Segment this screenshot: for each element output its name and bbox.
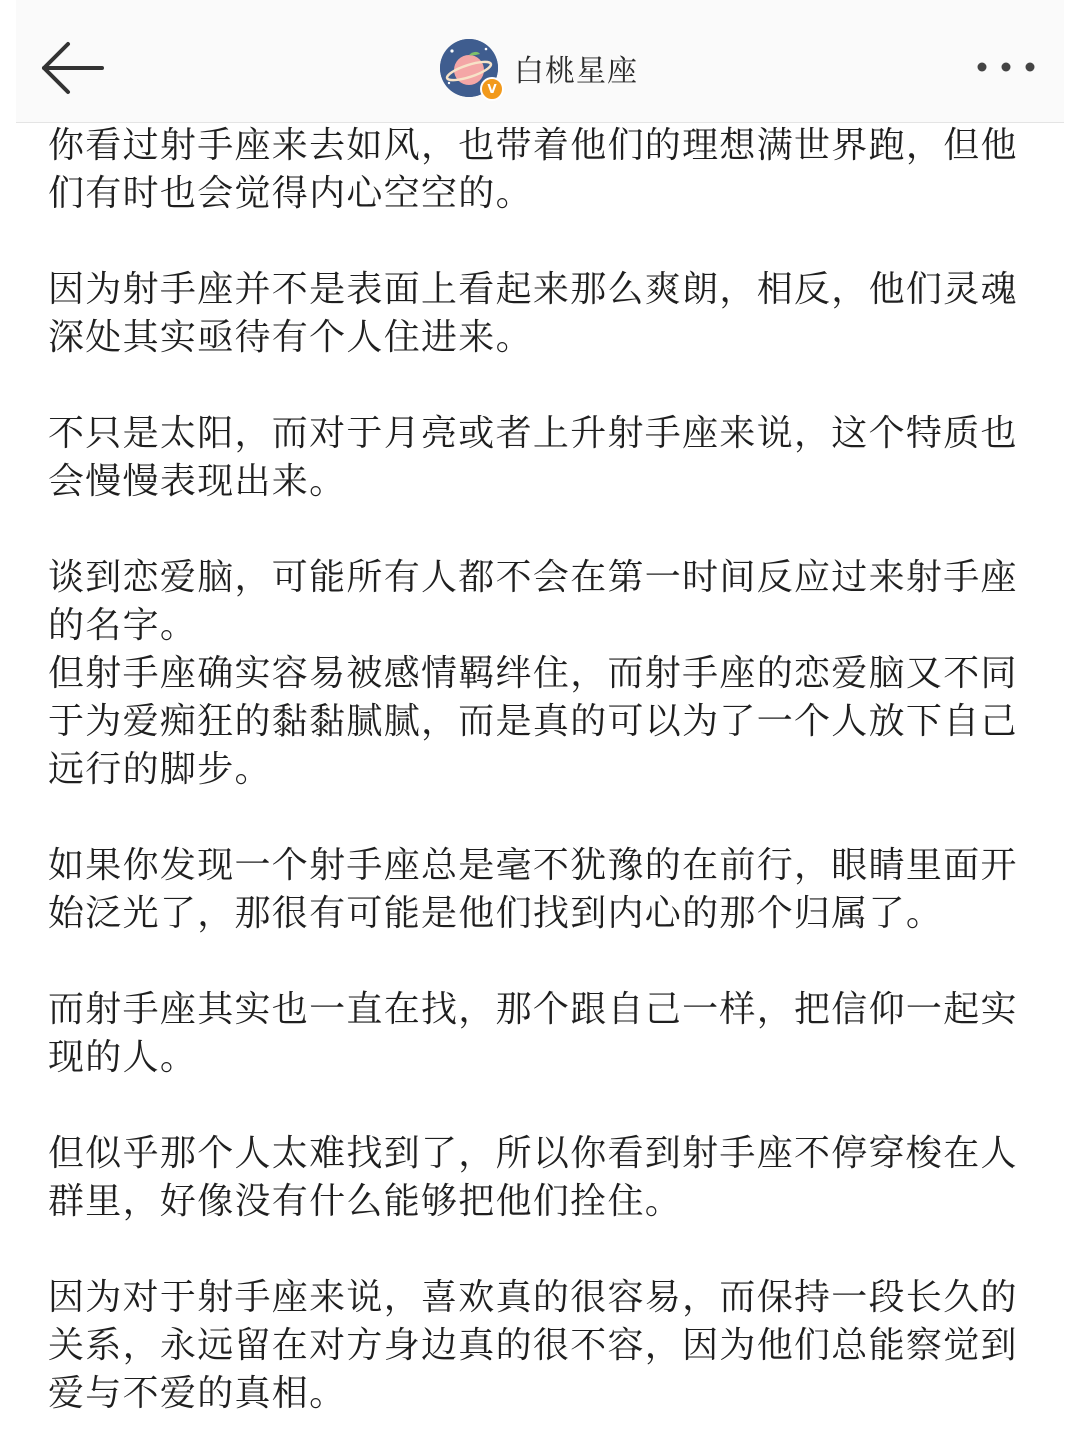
arrow-left-icon [38,38,108,98]
top-navigation-bar [16,0,1064,123]
paragraph-spacer [48,218,1020,266]
account-name[interactable]: 白桃星座 [514,54,638,89]
account-header[interactable] [440,36,638,100]
paragraph-spacer [48,506,1020,554]
more-options-button[interactable] [974,50,1038,84]
paragraph-spacer [48,938,1020,986]
paragraph-1: 你看过射手座来去如风，也带着他们的理想满世界跑，但他们有时也会觉得内心空空的。 [48,125,1018,214]
paragraph-4: 谈到恋爱脑，可能所有人都不会在第一时间反应过来射手座的名字。 [48,557,1018,646]
paragraph-spacer [48,362,1020,410]
paragraph-5: 但射手座确实容易被感情羁绊住，而射手座的恋爱脑又不同于为爱痴狂的黏黏腻腻，而是真的可以为了一个人放下自己远行的脚步。 [48,653,1018,790]
paragraph-spacer [48,1082,1020,1130]
paragraph-9: 因为对于射手座来说，喜欢真的很容易，而保持一段长久的关系，永远留在对方身边真的很不容，因为他们总能察觉到爱与不爱的真相。 [48,1277,1018,1414]
paragraph-2: 因为射手座并不是表面上看起来那么爽朗，相反，他们灵魂深处其实亟待有个人住进来。 [48,269,1018,358]
article-body [48,122,1020,1418]
avatar[interactable] [440,39,498,97]
paragraph-spacer [48,1226,1020,1274]
back-button[interactable] [38,38,108,98]
paragraph-6: 如果你发现一个射手座总是毫不犹豫的在前行，眼睛里面开始泛光了，那很有可能是他们找到内心的那个归属了。 [48,845,1018,934]
paragraph-7: 而射手座其实也一直在找，那个跟自己一样，把信仰一起实现的人。 [48,989,1018,1078]
more-horizontal-icon [974,50,1038,84]
paragraph-spacer [48,794,1020,842]
paragraph-8: 但似乎那个人太难找到了，所以你看到射手座不停穿梭在人群里，好像没有什么能够把他们拴住。 [48,1133,1018,1222]
verified-badge: V [480,77,504,101]
paragraph-3: 不只是太阳，而对于月亮或者上升射手座来说，这个特质也会慢慢表现出来。 [48,413,1018,502]
